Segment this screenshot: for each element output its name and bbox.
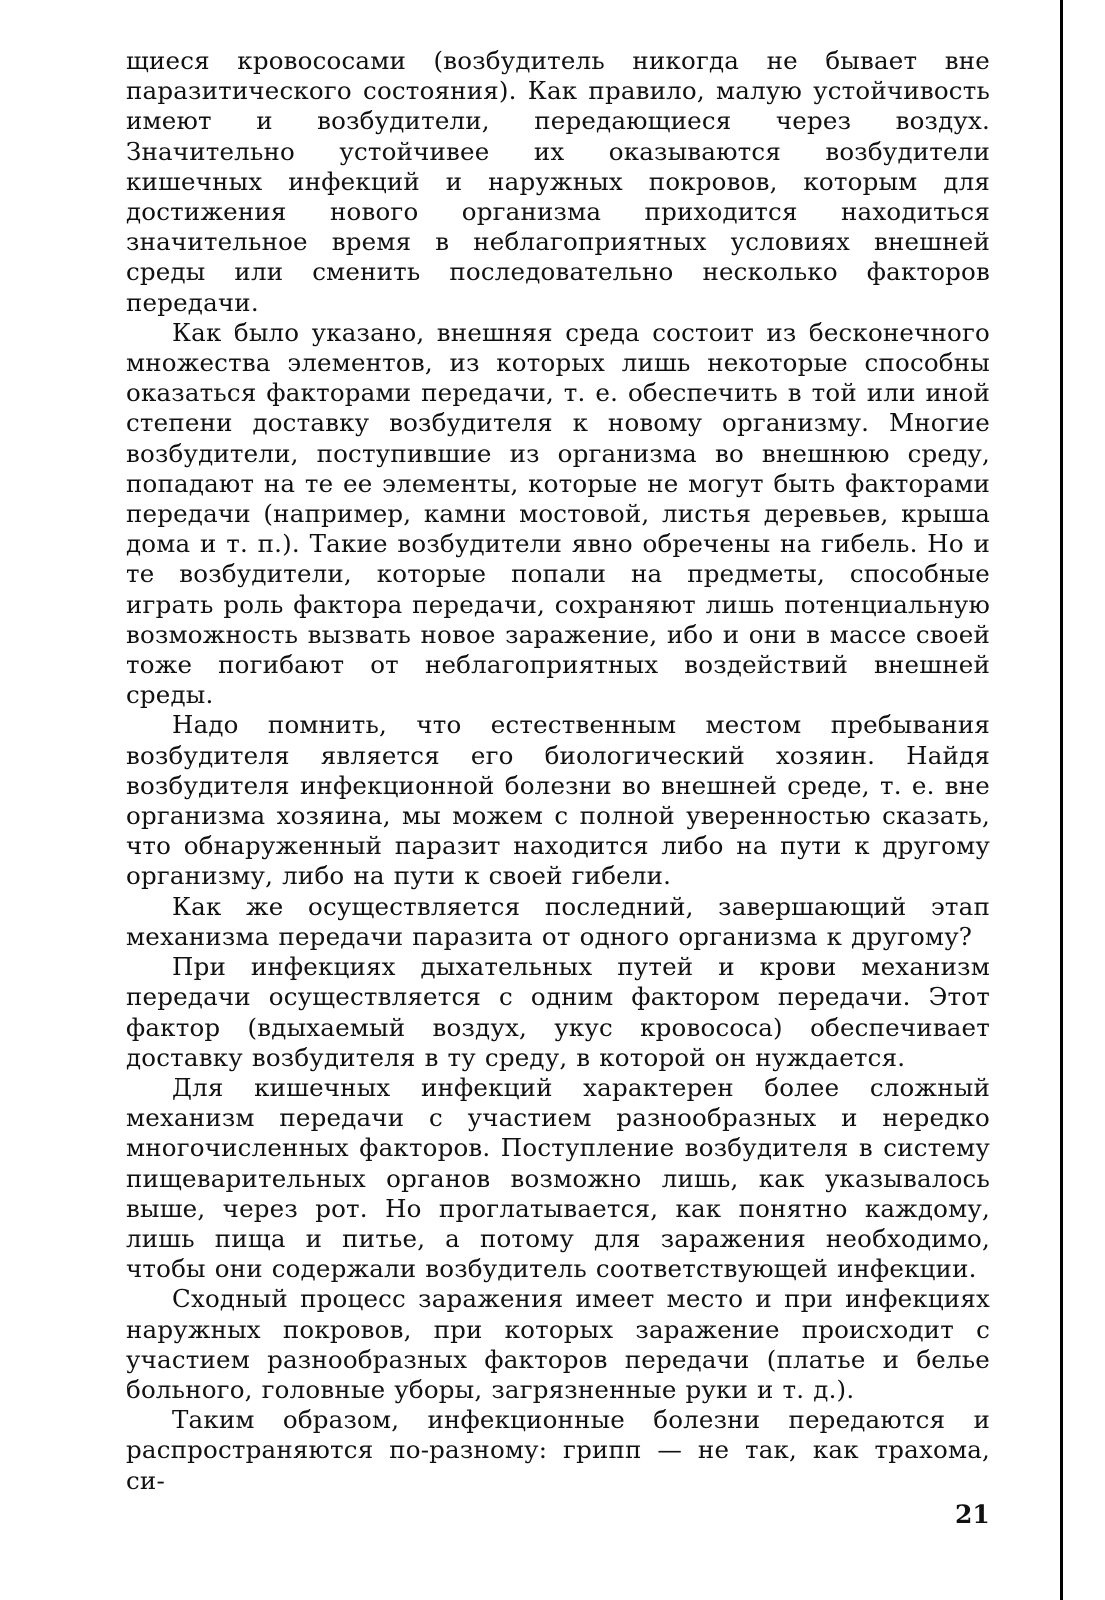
page-body-text (126, 46, 990, 1496)
page-edge-line (1060, 0, 1063, 1600)
paragraph-8: Таким образом, инфекционные болезни передаются и распространяются по-разному: грипп — не так, как трахома, си- (126, 1405, 990, 1495)
paragraph-1: щиеся кровососами (возбудитель никогда не бывает вне паразитического состояния). Как правило, малую устойчивость имеют и возбудители, передающиеся через воздух. Значительно устойчивее их оказываются возбудители кишечных инфекций и наружных покровов, которым для достижения нового организма приходится находиться значительное время в неблагоприятных условиях внешней среды или сменить последовательно несколько факторов передачи. (126, 46, 990, 317)
paragraph-3: Надо помнить, что естественным местом пребывания возбудителя является его биологический хозяин. Найдя возбудителя инфекционной болезни во внешней среде, т. е. вне организма хозяина, мы можем с полной уверенностью сказать, что обнаруженный паразит находится либо на пути к другому организму, либо на пути к своей гибели. (126, 710, 990, 891)
paragraph-5: При инфекциях дыхательных путей и крови механизм передачи осуществляется с одним фактором передачи. Этот фактор (вдыхаемый воздух, укус кровососа) обеспечивает доставку возбудителя в ту среду, в которой он нуждается. (126, 952, 990, 1072)
paragraph-7: Сходный процесс заражения имеет место и при инфекциях наружных покровов, при которых заражение происходит с участием разнообразных факторов передачи (платье и белье больного, головные уборы, загрязненные руки и т. д.). (126, 1284, 990, 1404)
paragraph-2: Как было указано, внешняя среда состоит из бесконечного множества элементов, из которых лишь некоторые способны оказаться факторами передачи, т. е. обеспечить в той или иной степени доставку возбудителя к новому организму. Многие возбудители, поступившие из организма во внешнюю среду, попадают на те ее элементы, которые не могут быть факторами передачи (например, камни мостовой, листья деревьев, крыша дома и т. п.). Такие возбудители явно обречены на гибель. Но и те возбудители, которые попали на предметы, способные играть роль фактора передачи, сохраняют лишь потенциальную возможность вызвать новое заражение, ибо и они в массе своей тоже погибают от неблагоприятных воздействий внешней среды. (126, 317, 990, 710)
page-number: 21 (955, 1500, 990, 1529)
paragraph-6: Для кишечных инфекций характерен более сложный механизм передачи с участием разнообразных и нередко многочисленных факторов. Поступление возбудителя в систему пищеварительных органов возможно лишь, как указывалось выше, через рот. Но проглатывается, как понятно каждому, лишь пища и питье, а потому для заражения необходимо, чтобы они содержали возбудитель соответствующей инфекции. (126, 1072, 990, 1284)
paragraph-4: Как же осуществляется последний, завершающий этап механизма передачи паразита от одного организма к другому? (126, 891, 990, 951)
